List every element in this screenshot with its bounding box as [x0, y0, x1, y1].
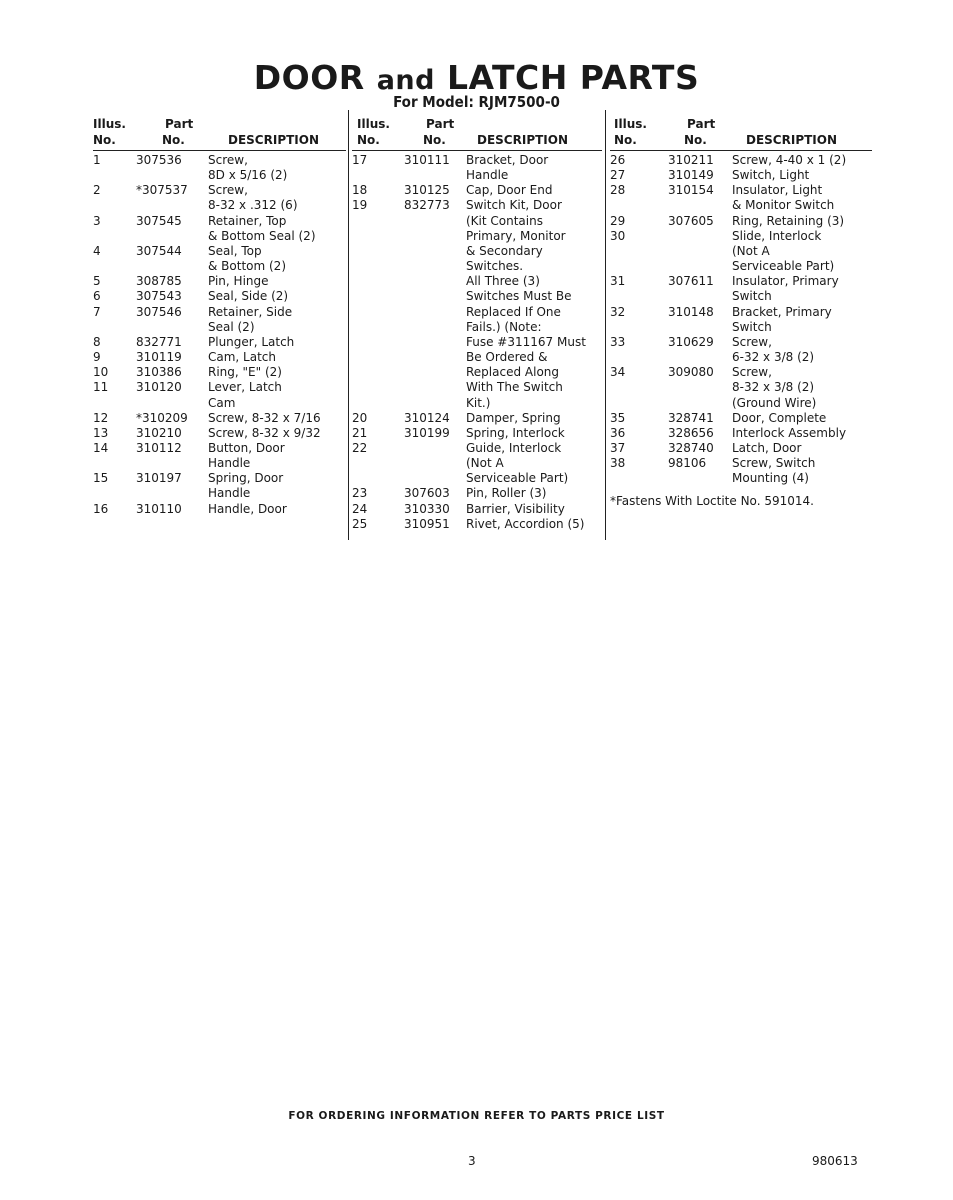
description-line: Screw, 4-40 x 1 (2) [732, 153, 847, 167]
description-line: Cam [208, 395, 236, 410]
description-line: Handle [208, 456, 251, 471]
part-description [208, 153, 346, 183]
illus-number: 34 [610, 365, 626, 380]
illus-number: 3 [93, 213, 101, 228]
illus-number: 35 [610, 410, 626, 425]
part-description [208, 214, 346, 244]
illus-number: 20 [352, 410, 368, 425]
part-number: 310629 [668, 334, 714, 349]
part-row [93, 244, 346, 274]
part-row [610, 335, 872, 365]
illus-number: 10 [93, 365, 109, 380]
part-row [610, 274, 872, 304]
description-line: Screw, [732, 334, 772, 349]
description-line: Interlock Assembly [732, 425, 847, 440]
illus-number: 11 [93, 380, 109, 395]
description-line: Screw, 8-32 x 7/16 [208, 410, 321, 425]
part-row [93, 289, 346, 304]
part-number: 307546 [136, 304, 182, 319]
illus-number: 15 [93, 471, 109, 486]
part-number: 98106 [668, 456, 707, 471]
part-description [466, 426, 602, 441]
part-number: 308785 [136, 274, 182, 289]
part-number: 307605 [668, 213, 714, 228]
description-line: Rivet, Accordion (5) [466, 516, 585, 531]
part-number: 310210 [136, 425, 182, 440]
part-row [93, 305, 346, 335]
part-number: 309080 [668, 365, 714, 380]
part-description [208, 305, 346, 335]
illus-number: 31 [610, 274, 626, 289]
description-line: & Secondary [466, 243, 543, 258]
illus-number: 28 [610, 183, 626, 198]
description-line: Mounting (4) [732, 471, 809, 486]
illus-number: 2 [93, 183, 101, 198]
header-description: DESCRIPTION [477, 133, 569, 147]
description-line: Ring, "E" (2) [208, 365, 282, 380]
illus-number: 32 [610, 304, 626, 319]
part-row [610, 214, 872, 229]
description-line: Barrier, Visibility [466, 501, 565, 516]
part-number: 307603 [404, 486, 450, 501]
description-line: Serviceable Part) [732, 259, 835, 274]
part-number [668, 229, 732, 274]
description-line: Guide, Interlock [466, 440, 562, 455]
illus-number: 29 [610, 213, 626, 228]
part-description [208, 411, 346, 426]
description-line: Button, Door [208, 440, 285, 455]
description-line: Door, Complete [732, 410, 827, 425]
description-line: Handle [208, 486, 251, 501]
part-row [610, 426, 872, 441]
part-row [93, 153, 346, 183]
part-description [732, 411, 872, 426]
part-number: 307543 [136, 289, 182, 304]
part-number [404, 441, 466, 486]
part-description [732, 365, 872, 410]
part-row [610, 183, 872, 213]
part-description [466, 441, 602, 486]
description-line: Switch, Light [732, 168, 810, 183]
part-row [352, 517, 602, 532]
part-description [466, 502, 602, 517]
description-line: Seal, Top [208, 243, 262, 258]
part-row [610, 153, 872, 168]
description-line: Switch Kit, Door [466, 198, 562, 213]
part-row [93, 274, 346, 289]
description-line: Spring, Door [208, 471, 284, 486]
part-description [466, 517, 602, 532]
part-description [732, 214, 872, 229]
description-line: Fuse #311167 Must [466, 334, 586, 349]
part-description [732, 441, 872, 456]
illus-number: 14 [93, 440, 109, 455]
part-description [208, 365, 346, 380]
description-line: (Kit Contains [466, 213, 543, 228]
part-number: 310386 [136, 365, 182, 380]
part-description [732, 229, 872, 274]
header-part-no: No. [684, 133, 707, 147]
fastener-note: *Fastens With Loctite No. 591014. [610, 494, 814, 509]
column-header [352, 114, 602, 151]
parts-column-2 [352, 114, 602, 532]
illus-number: 13 [93, 425, 109, 440]
illus-number: 8 [93, 334, 101, 349]
part-description [732, 335, 872, 365]
description-line: Screw, [208, 153, 248, 167]
document-number: 980613 [812, 1154, 858, 1168]
description-line: 8D x 5/16 (2) [208, 168, 288, 183]
part-number: 310211 [668, 153, 714, 167]
part-row [93, 502, 346, 517]
illus-number: 30 [610, 228, 626, 243]
illus-number: 12 [93, 410, 109, 425]
part-description [732, 168, 872, 183]
header-illus: Illus. [357, 117, 390, 131]
part-description [208, 380, 346, 410]
description-line: Screw, [208, 183, 248, 198]
part-description [208, 350, 346, 365]
description-line: (Not A [732, 243, 770, 258]
part-number: 310112 [136, 440, 182, 455]
illus-number: 19 [352, 198, 368, 213]
description-line: All Three (3) [466, 274, 540, 289]
part-number: 307536 [136, 153, 182, 167]
illus-number: 38 [610, 456, 626, 471]
illus-number: 7 [93, 304, 101, 319]
page-number: 3 [468, 1154, 476, 1168]
part-number: 310199 [404, 425, 450, 440]
illus-number: 37 [610, 440, 626, 455]
illus-number: 6 [93, 289, 101, 304]
description-line: Kit.) [466, 395, 491, 410]
part-number: 832773 [404, 198, 450, 213]
description-line: Replaced If One [466, 304, 561, 319]
description-line: Insulator, Primary [732, 274, 839, 289]
header-description: DESCRIPTION [746, 133, 838, 147]
description-line: Insulator, Light [732, 183, 823, 198]
part-number: 310119 [136, 350, 182, 365]
header-illus-no: No. [357, 133, 380, 147]
description-line: With The Switch [466, 380, 563, 395]
part-number: 310330 [404, 501, 450, 516]
description-line: Bracket, Primary [732, 304, 832, 319]
part-row [93, 380, 346, 410]
description-line: Slide, Interlock [732, 228, 822, 243]
description-line: Bracket, Door [466, 153, 549, 167]
part-description [208, 289, 346, 304]
column-header [93, 114, 346, 151]
illus-number: 5 [93, 274, 101, 289]
illus-number: 33 [610, 334, 626, 349]
column-header [610, 114, 872, 151]
header-part-no: No. [423, 133, 446, 147]
part-row [93, 365, 346, 380]
description-line: Retainer, Top [208, 213, 287, 228]
part-number: *307537 [136, 183, 188, 198]
illus-number: 16 [93, 501, 109, 516]
part-number: 310197 [136, 471, 182, 486]
description-line: (Ground Wire) [732, 395, 817, 410]
description-line: Switches Must Be [466, 289, 572, 304]
part-number: 310148 [668, 304, 714, 319]
part-row [93, 426, 346, 441]
part-row [610, 365, 872, 410]
illus-number: 36 [610, 425, 626, 440]
description-line: Screw, 8-32 x 9/32 [208, 425, 321, 440]
description-line: Switch [732, 289, 772, 304]
part-row [610, 168, 872, 183]
description-line: 6-32 x 3/8 (2) [732, 350, 815, 365]
header-illus-no: No. [93, 133, 116, 147]
part-description [208, 441, 346, 471]
illus-number: 18 [352, 183, 368, 198]
illus-number: 24 [352, 501, 368, 516]
part-number: 310110 [136, 501, 182, 516]
description-line: Spring, Interlock [466, 425, 565, 440]
description-line: Damper, Spring [466, 410, 561, 425]
part-row [352, 183, 602, 198]
description-line: Retainer, Side [208, 304, 293, 319]
part-row [352, 411, 602, 426]
part-number: 310149 [668, 168, 714, 183]
description-line: 8-32 x 3/8 (2) [732, 380, 815, 395]
part-number: 328741 [668, 410, 714, 425]
part-description [208, 502, 346, 517]
header-part: Part [426, 117, 455, 131]
part-description [732, 274, 872, 304]
description-line: Pin, Hinge [208, 274, 269, 289]
parts-column-1 [93, 114, 346, 517]
description-line: & Monitor Switch [732, 198, 835, 213]
header-illus-no: No. [614, 133, 637, 147]
part-number: 310111 [404, 153, 450, 167]
description-line: Replaced Along [466, 365, 560, 380]
part-description [466, 486, 602, 501]
part-number: 310125 [404, 183, 450, 198]
ordering-info-note: FOR ORDERING INFORMATION REFER TO PARTS PRICE LIST [288, 1110, 665, 1122]
illus-number: 1 [93, 153, 101, 167]
part-description [466, 183, 602, 198]
part-number: 328740 [668, 440, 714, 455]
part-description [732, 305, 872, 335]
column-divider [605, 110, 606, 540]
part-number: 310120 [136, 380, 182, 395]
part-description [208, 274, 346, 289]
header-illus: Illus. [93, 117, 126, 131]
part-number: 307545 [136, 213, 182, 228]
part-row [352, 426, 602, 441]
part-description [732, 183, 872, 213]
part-description [732, 153, 872, 168]
illus-number: 4 [93, 243, 101, 258]
description-line: Serviceable Part) [466, 471, 569, 486]
description-line: (Not A [466, 456, 504, 471]
description-line: Switches. [466, 259, 524, 274]
model-subtitle: For Model: RJM7500-0 [393, 93, 560, 111]
title-and: and [376, 65, 435, 96]
description-line: Seal, Side (2) [208, 289, 289, 304]
description-line: Primary, Monitor [466, 228, 566, 243]
column-divider [348, 110, 349, 540]
part-number: 310124 [404, 410, 450, 425]
part-description [208, 471, 346, 501]
part-row [93, 214, 346, 244]
description-line: Handle [466, 168, 509, 183]
part-description [732, 426, 872, 441]
description-line: Cam, Latch [208, 350, 276, 365]
part-description [466, 153, 602, 183]
description-line: Fails.) (Note: [466, 319, 542, 334]
part-row [610, 411, 872, 426]
illus-number: 26 [610, 153, 626, 167]
part-row [352, 486, 602, 501]
description-line: Pin, Roller (3) [466, 486, 547, 501]
header-part-no: No. [162, 133, 185, 147]
part-row [352, 198, 602, 410]
part-row [610, 305, 872, 335]
description-line: 8-32 x .312 (6) [208, 198, 298, 213]
illus-number: 21 [352, 425, 368, 440]
description-line: Switch [732, 319, 772, 334]
illus-number: 23 [352, 486, 368, 501]
part-row [93, 411, 346, 426]
part-description [732, 456, 872, 486]
part-row [93, 471, 346, 501]
header-part: Part [687, 117, 716, 131]
description-line: Be Ordered & [466, 350, 548, 365]
part-row [352, 502, 602, 517]
part-description [208, 244, 346, 274]
illus-number: 25 [352, 516, 368, 531]
part-number: 310154 [668, 183, 714, 198]
part-row [610, 229, 872, 274]
header-description: DESCRIPTION [228, 133, 320, 147]
part-description [208, 426, 346, 441]
description-line: Lever, Latch [208, 380, 282, 395]
part-row [610, 441, 872, 456]
description-line: Cap, Door End [466, 183, 553, 198]
description-line: Seal (2) [208, 319, 255, 334]
part-number: 832771 [136, 334, 182, 349]
part-row [93, 335, 346, 350]
header-part: Part [165, 117, 194, 131]
part-number: 307611 [668, 274, 714, 289]
description-line: Screw, [732, 365, 772, 380]
part-row [93, 441, 346, 471]
description-line: & Bottom Seal (2) [208, 228, 316, 243]
description-line: Plunger, Latch [208, 334, 295, 349]
part-description [466, 198, 602, 410]
part-row [93, 183, 346, 213]
part-row [610, 456, 872, 486]
part-description [208, 335, 346, 350]
title-latch-parts: LATCH PARTS [446, 58, 700, 97]
description-line: Ring, Retaining (3) [732, 213, 845, 228]
description-line: Screw, Switch [732, 456, 816, 471]
part-description [466, 411, 602, 426]
part-number: *310209 [136, 410, 188, 425]
parts-column-3 [610, 114, 872, 510]
part-description [208, 183, 346, 213]
description-line: Latch, Door [732, 440, 802, 455]
part-row [93, 350, 346, 365]
part-number: 307544 [136, 243, 182, 258]
part-number: 310951 [404, 516, 450, 531]
title-door: DOOR [253, 58, 365, 97]
part-row [352, 441, 602, 486]
illus-number: 17 [352, 153, 368, 167]
illus-number: 9 [93, 350, 101, 365]
illus-number: 22 [352, 440, 368, 455]
description-line: & Bottom (2) [208, 259, 286, 274]
description-line: Handle, Door [208, 501, 287, 516]
part-row [352, 153, 602, 183]
header-illus: Illus. [614, 117, 647, 131]
part-number: 328656 [668, 425, 714, 440]
illus-number: 27 [610, 168, 626, 183]
